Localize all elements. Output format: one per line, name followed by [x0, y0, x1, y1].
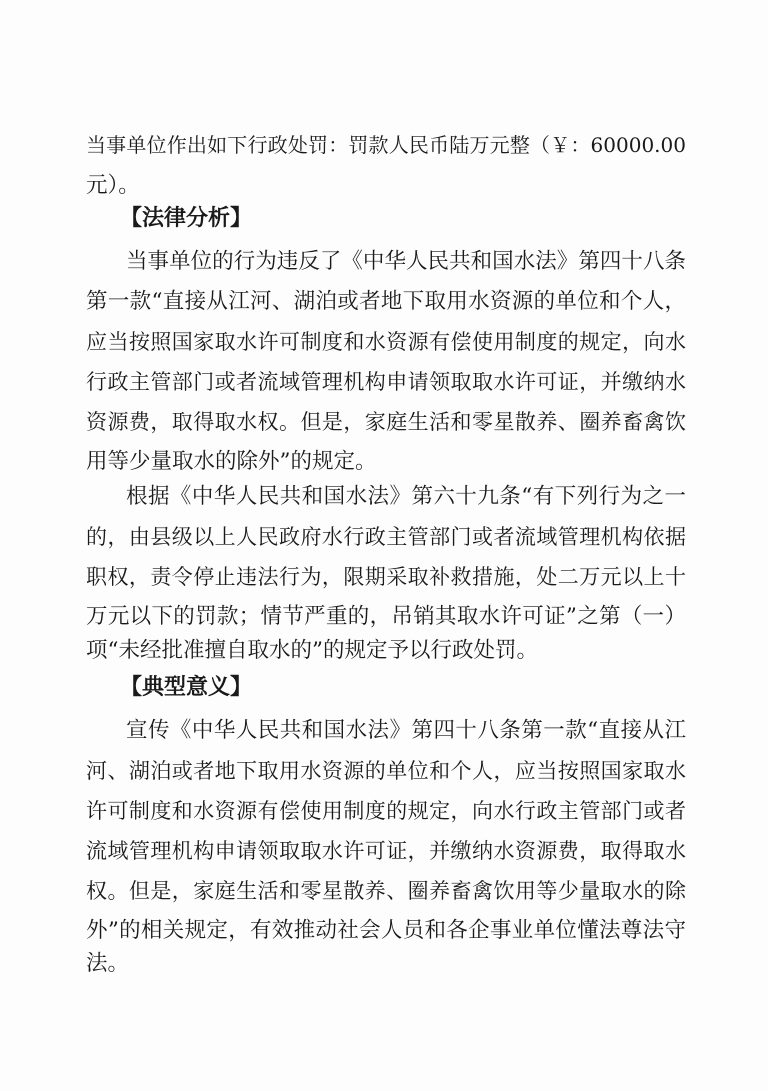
significance-line-7: 法。 — [86, 951, 130, 976]
legal-p1-line-6: 用等少量取水的除外”的规定。 — [86, 449, 377, 474]
legal-p2-line-2: 的，由县级以上人民政府水行政主管部门或者流域管理机构依据 — [86, 525, 686, 549]
legal-p2-line-1: 根据《中华人民共和国水法》第六十九条“有下列行为之一 — [126, 484, 686, 509]
legal-p2-line-4: 万元以下的罚款；情节严重的，吊销其取水许可证”之第（一） — [86, 604, 686, 629]
legal-p1-line-1: 当事单位的行为违反了《中华人民共和国水法》第四十八条 — [126, 249, 686, 274]
significance-line-4: 流域管理机构申请领取取水许可证，并缴纳水资源费，取得取水 — [86, 839, 686, 863]
significance-line-5: 权。但是，家庭生活和零星散养、圈养畜禽饮用等少量取水的除 — [86, 879, 686, 903]
significance-line-2: 河、湖泊或者地下取用水资源的单位和个人，应当按照国家取水 — [86, 759, 686, 783]
significance-line-6: 外”的相关规定，有效推动社会人员和各企事业单位懂法尊法守 — [86, 918, 686, 943]
significance-line-1: 宣传《中华人民共和国水法》第四十八条第一款“直接从江 — [126, 718, 686, 743]
legal-p1-line-3: 应当按照国家取水许可制度和水资源有偿使用制度的规定，向水 — [86, 330, 686, 354]
legal-p2-line-5: 项“未经批准擅自取水的”的规定予以行政处罚。 — [86, 638, 538, 663]
significance-heading: 【典型意义】 — [120, 675, 253, 700]
significance-line-3: 许可制度和水资源有偿使用制度的规定，向水行政主管部门或者 — [86, 799, 686, 823]
legal-p1-line-2: 第一款“直接从江河、湖泊或者地下取用水资源的单位和个人， — [86, 289, 686, 314]
legal-p2-line-3: 职权，责令停止违法行为，限期采取补救措施，处二万元以上十 — [86, 565, 686, 589]
intro-line-1: 当事单位作出如下行政处罚：罚款人民币陆万元整（￥：60000.00 — [86, 133, 686, 157]
legal-p1-line-5: 资源费，取得取水权。但是，家庭生活和零星散养、圈养畜禽饮 — [86, 410, 686, 434]
intro-line-2: 元）。 — [86, 173, 140, 198]
legal-analysis-heading: 【法律分析】 — [120, 206, 253, 231]
legal-p1-line-4: 行政主管部门或者流域管理机构申请领取取水许可证，并缴纳水 — [86, 370, 686, 394]
